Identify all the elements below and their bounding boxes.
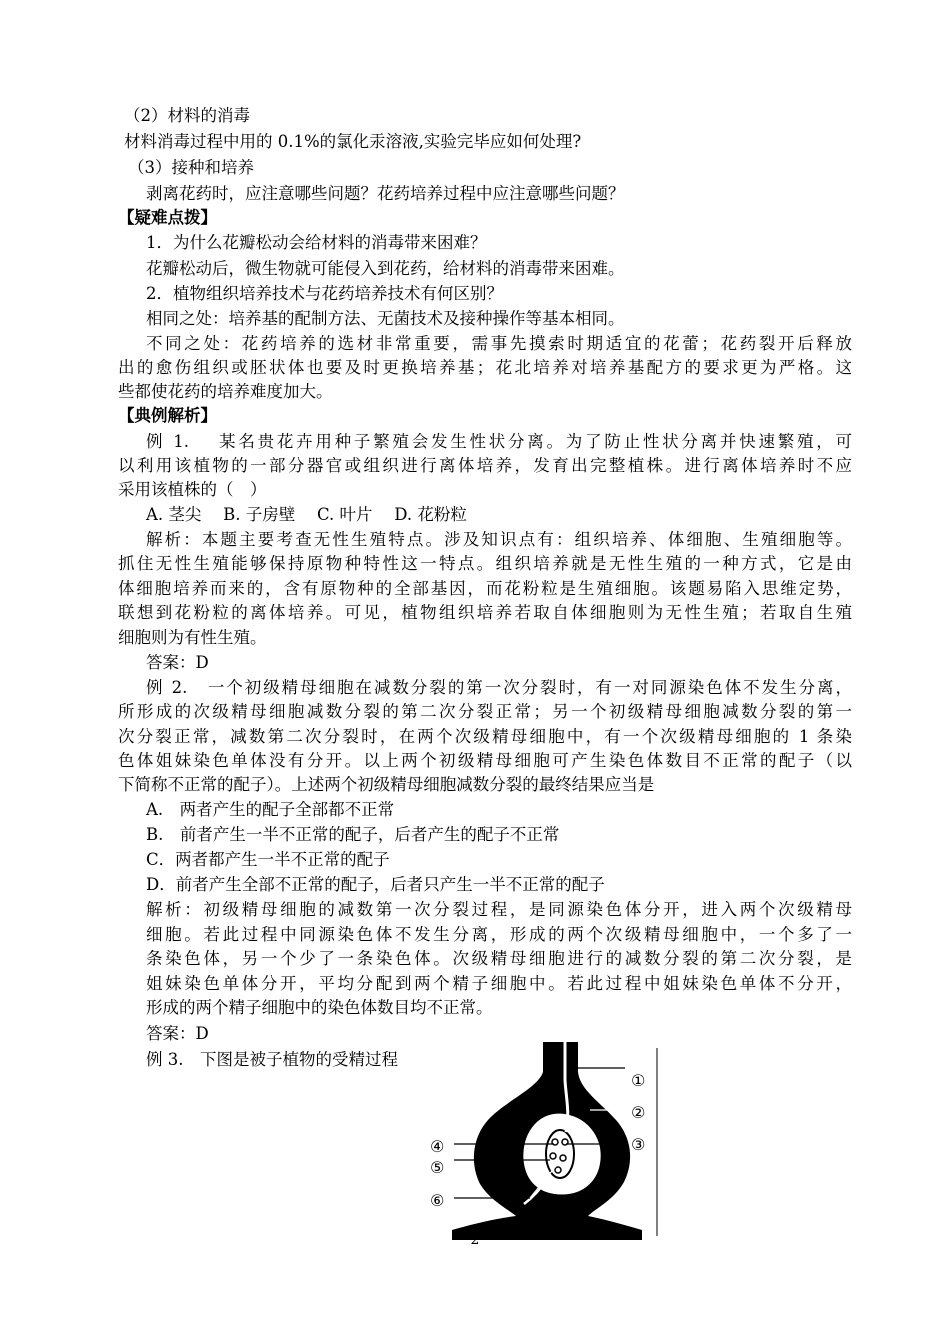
analysis-line: 姐妹染色单体分开，平均分配到两个精子细胞中。若此过程中姐妹染色单体不分开， — [146, 974, 852, 993]
label-5: ⑤ — [430, 1158, 445, 1177]
analysis-line: 抓住无性生殖能够保持原物种特性这一特点。组织培养就是无性生殖的一种方式，它是由 — [118, 554, 852, 573]
page-number: 2 — [470, 1232, 480, 1248]
analysis-line: 形成的两个精子细胞中的染色体数目均不正常。 — [146, 998, 493, 1017]
analysis-line: 条染色体，另一个少了一条染色体。次级精母细胞进行的减数分裂的第二次分裂，是 — [146, 949, 852, 968]
egg-nucleus — [550, 1153, 556, 1159]
label-2: ② — [631, 1103, 646, 1122]
synergid-nucleus — [555, 1167, 561, 1173]
heading-inoculation-culture: （3）接种和培养 — [128, 158, 254, 177]
label-1: ① — [631, 1071, 646, 1090]
example-2-line: 所形成的次级精母细胞减数分裂的第二次分裂正常；另一个初级精母细胞减数分裂的第一 — [118, 702, 852, 721]
text-line: 相同之处：培养基的配制方法、无菌技术及接种操作等基本相同。 — [146, 309, 625, 328]
text-line: 出的愈伤组织或胚状体也要及时更换培养基；花北培养对培养基配方的要求更为严格。这 — [118, 358, 852, 377]
question-1: 1．为什么花瓣松动会给材料的消毒带来困难？ — [146, 233, 487, 252]
example-1-line: 以利用该植物的一部分器官或组织进行离体培养，发育出完整植株。进行离体培养时不应 — [118, 456, 852, 475]
fertilization-figure — [420, 1040, 665, 1240]
heading-material-disinfection: （2）材料的消毒 — [124, 106, 250, 125]
analysis-line: 联想到花粉粒的离体培养。可见，植物组织培养若取自体细胞则为无性生殖；若取自生殖 — [118, 603, 852, 622]
text-line: 些都使花药的培养难度加大。 — [118, 382, 333, 401]
example-2-line: 例 2. 一个初级精母细胞在减数分裂的第一次分裂时，有一对同源染色体不发生分离， — [146, 678, 852, 697]
example-1-options: A. 茎尖 B. 子房壁 C. 叶片 D. 花粉粒 — [146, 505, 467, 524]
answer-example-2: 答案：D — [146, 1024, 209, 1043]
label-4: ④ — [430, 1137, 445, 1156]
option-a: A. 两者产生的配子全部都不正常 — [146, 800, 395, 819]
option-c: C．两者都产生一半不正常的配子 — [146, 850, 390, 869]
analysis-line: 解析：初级精母细胞的减数第一次分裂过程，是同源染色体分开，进入两个次级精母 — [146, 900, 852, 919]
example-3-line: 例 3. 下图是被子植物的受精过程 — [146, 1050, 398, 1069]
analysis-line: 细胞则为有性生殖。 — [118, 628, 267, 647]
sperm-nucleus — [560, 1155, 566, 1161]
answer-example-1: 答案：D — [146, 653, 209, 672]
option-b: B. 前者产生一半不正常的配子，后者产生的配子不正常 — [146, 825, 560, 844]
option-d: D．前者产生全部不正常的配子，后者只产生一半不正常的配子 — [146, 875, 605, 894]
section-heading-difficulties: 【疑难点拨】 — [118, 208, 217, 227]
text-line: 不同之处：花药培养的选材非常重要，需事先摸索时期适宜的花蕾；花药裂开后释放 — [146, 334, 852, 353]
question-2: 2．植物组织培养技术与花药培养技术有何区别？ — [146, 284, 503, 303]
example-1-line: 例 1. 某名贵花卉用种子繁殖会发生性状分离。为了防止性状分离并快速繁殖，可 — [146, 432, 852, 451]
text-line: 剥离花药时，应注意哪些问题？花药培养过程中应注意哪些问题？ — [146, 184, 625, 203]
analysis-line: 解析：本题主要考查无性生殖特点。涉及知识点有：组织培养、体细胞、生殖细胞等。 — [146, 530, 852, 549]
label-3: ③ — [631, 1135, 646, 1154]
example-2-line: 次分裂正常，减数第二次分裂时，在两个次级精母细胞中，有一个次级精母细胞的 1 条染 — [118, 727, 852, 746]
analysis-line: 细胞。若此过程中同源染色体不发生分离，形成的两个次级精母细胞中，一个多了一 — [146, 925, 852, 944]
analysis-line: 体细胞培养而来的，含有原物种的全部基因，而花粉粒是生殖细胞。该题易陷入思维定势， — [118, 579, 852, 598]
example-2-line: 下简称不正常的配子）。上述两个初级精母细胞减数分裂的最终结果应当是 — [118, 775, 655, 794]
section-heading-examples: 【典例解析】 — [118, 406, 217, 425]
label-6: ⑥ — [430, 1191, 445, 1210]
answer-1: 花瓣松动后，微生物就可能侵入到花药，给材料的消毒带来困难。 — [146, 259, 625, 278]
example-1-line: 采用该植株的（ ） — [118, 480, 267, 499]
text-line: 材料消毒过程中用的 0.1%的氯化汞溶液,实验完毕应如何处理? — [124, 132, 582, 151]
example-2-line: 色体姐妹染色单体没有分开。以上两个初级精母细胞可产生染色体数目不正常的配子（以 — [118, 751, 852, 770]
